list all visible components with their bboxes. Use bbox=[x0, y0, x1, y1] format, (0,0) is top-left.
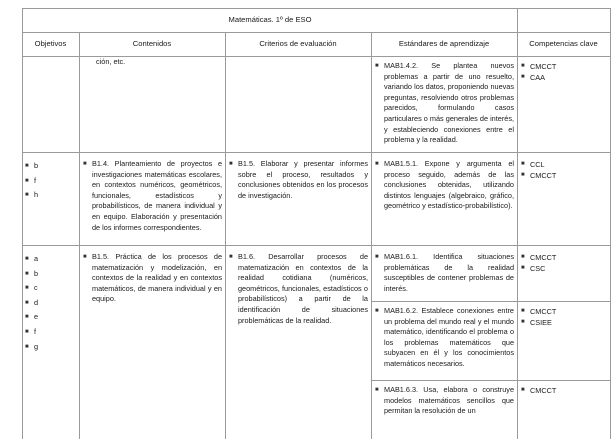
bullet-icon: ■ bbox=[521, 161, 525, 167]
bullet-icon: ■ bbox=[375, 161, 379, 167]
bullet-icon: ■ bbox=[375, 63, 379, 69]
bullet-icon: ■ bbox=[25, 343, 29, 350]
competencia-item bbox=[521, 170, 607, 181]
contenido-text: B1.4. Planteamiento de proyectos e investigaciones matemáticas escolares, en contextos numéricos, geométricos, funcionales, estadísticos y probabilísticos, de manera individual y en equipo. Elaboración y presentación de los informes correspondientes. bbox=[92, 159, 222, 232]
bullet-icon: ■ bbox=[25, 314, 29, 321]
bullet-icon: ■ bbox=[25, 177, 29, 184]
row-3-estandar-1 bbox=[375, 252, 514, 294]
objetivo-text: g bbox=[34, 341, 39, 351]
objetivo-text: a bbox=[34, 254, 39, 263]
objetivo-item bbox=[25, 325, 75, 340]
contenido-item bbox=[83, 159, 222, 233]
row-2-contenidos bbox=[83, 159, 222, 233]
contenido-item bbox=[83, 252, 222, 305]
row-3-estandar-2 bbox=[375, 306, 514, 370]
header-criterios: Criterios de evaluación bbox=[259, 39, 337, 48]
criterio-text: B1.6. Desarrollar procesos de matematización en contextos de la realidad cotidiana (numéricos, geométricos, funcionales, estadísticos o probabilísticos) a partir de la identificación de situaciones problemáticas de la realidad. bbox=[238, 252, 368, 325]
row-1-competencias-1 bbox=[521, 61, 607, 83]
objetivo-item bbox=[25, 174, 75, 189]
table-title: Matemáticas. 1º de ESO bbox=[228, 15, 312, 24]
bullet-icon: ■ bbox=[521, 63, 525, 69]
row-1-estandar-1 bbox=[375, 61, 514, 146]
competencia-text: CMCCT bbox=[530, 386, 557, 395]
bullet-icon: ■ bbox=[521, 74, 525, 80]
objetivo-item bbox=[25, 340, 75, 355]
competencia-item bbox=[521, 306, 607, 317]
objetivo-text: d bbox=[34, 297, 39, 307]
bullet-icon: ■ bbox=[25, 192, 29, 199]
row-2-objetivos bbox=[25, 159, 75, 203]
row-3-competencias-2 bbox=[521, 306, 607, 328]
row-3-estandar-3 bbox=[375, 385, 514, 417]
competencia-text: CMCCT bbox=[530, 62, 557, 71]
competencia-item bbox=[521, 252, 607, 263]
row-3-competencias-1 bbox=[521, 252, 607, 274]
objetivo-text: f bbox=[34, 326, 37, 336]
competencia-item bbox=[521, 385, 607, 396]
criterio-text: B1.5. Elaborar y presentar informes sobre el proceso, resultados y conclusiones obtenidos en los procesos de investigación. bbox=[238, 159, 368, 200]
competencia-text: CSC bbox=[530, 264, 546, 273]
bullet-icon: ■ bbox=[375, 254, 379, 260]
estandar-item bbox=[375, 61, 514, 146]
bullet-icon: ■ bbox=[521, 319, 525, 325]
criterio-item bbox=[229, 159, 368, 201]
objetivo-text: c bbox=[34, 283, 38, 293]
contenidos-text: ción, etc. bbox=[96, 57, 126, 66]
competencia-item bbox=[521, 159, 607, 170]
row-2-competencias-1 bbox=[521, 159, 607, 181]
competencia-text: CCL bbox=[530, 160, 545, 169]
bullet-icon: ■ bbox=[25, 285, 29, 292]
competencia-text: CAA bbox=[530, 73, 546, 82]
row-2-criterios bbox=[229, 159, 368, 201]
estandar-item bbox=[375, 306, 514, 370]
row-3-criterios bbox=[229, 252, 368, 326]
objetivo-item bbox=[25, 310, 75, 325]
competencia-text: CMCCT bbox=[530, 253, 557, 262]
estandar-text: MAB1.6.3. Usa, elabora o construye modelos matemáticos sencillos que permitan la resolución de un bbox=[384, 385, 514, 416]
competencia-text: CMCCT bbox=[530, 307, 557, 316]
objetivo-item bbox=[25, 267, 75, 282]
bullet-icon: ■ bbox=[25, 163, 29, 169]
competencia-item bbox=[521, 72, 607, 83]
objetivo-item bbox=[25, 281, 75, 296]
bullet-icon: ■ bbox=[83, 161, 87, 167]
competencia-text: CMCCT bbox=[530, 171, 557, 180]
bullet-icon: ■ bbox=[229, 161, 233, 167]
bullet-icon: ■ bbox=[25, 270, 29, 277]
bullet-icon: ■ bbox=[375, 308, 379, 314]
objetivo-text: h bbox=[34, 190, 39, 200]
contenido-text: B1.5. Práctica de los procesos de matematización y modelización, en contextos de la realidad y en contextos matemáticos, de manera individual y en equipo. bbox=[92, 252, 222, 304]
row-3-objetivos bbox=[25, 252, 75, 354]
header-contenidos: Contenidos bbox=[132, 39, 172, 48]
bullet-icon: ■ bbox=[83, 254, 87, 260]
competencia-text: CSIEE bbox=[530, 318, 552, 327]
criterio-item bbox=[229, 252, 368, 326]
objetivo-item bbox=[25, 159, 75, 174]
objetivo-item bbox=[25, 188, 75, 203]
header-estandares: Estándares de aprendizaje bbox=[398, 39, 490, 48]
objetivo-item bbox=[25, 252, 75, 267]
row-1-contenidos bbox=[96, 57, 220, 68]
competencia-item bbox=[521, 61, 607, 72]
bullet-icon: ■ bbox=[521, 308, 525, 314]
row-2-estandar-1 bbox=[375, 159, 514, 212]
objetivo-text: e bbox=[34, 312, 39, 322]
row-3-competencias-3 bbox=[521, 385, 607, 396]
bullet-icon: ■ bbox=[521, 172, 525, 178]
bullet-icon: ■ bbox=[25, 299, 29, 306]
objetivo-text: b bbox=[34, 268, 39, 278]
bullet-icon: ■ bbox=[229, 254, 233, 260]
estandar-item bbox=[375, 385, 514, 417]
bullet-icon: ■ bbox=[521, 265, 525, 271]
objetivo-item bbox=[25, 296, 75, 311]
bullet-icon: ■ bbox=[375, 387, 379, 393]
bullet-icon: ■ bbox=[25, 328, 29, 335]
estandar-text: MAB1.6.2. Establece conexiones entre un problema del mundo real y el mundo matemático, identificando el problema o los problemas matemáticos que subyacen en él y los conocimientos matemáticos necesarios. bbox=[384, 306, 514, 368]
estandar-text: MAB1.6.1. Identifica situaciones problemáticas de la realidad susceptibles de contener problemas de interés. bbox=[384, 252, 514, 293]
estandar-text: MAB1.5.1. Expone y argumenta el proceso seguido, además de las conclusiones obtenidas, utilizando distintos lenguajes (algebraico, gráfico, geométrico y estadístico-probabilístico). bbox=[384, 159, 514, 211]
header-objetivos: Objetivos bbox=[34, 39, 67, 48]
row-3-contenidos bbox=[83, 252, 222, 305]
bullet-icon: ■ bbox=[521, 254, 525, 260]
bullet-icon: ■ bbox=[521, 387, 525, 393]
estandar-item bbox=[375, 159, 514, 212]
estandar-text: MAB1.4.2. Se plantea nuevos problemas a partir de uno resuelto, variando los datos, proponiendo nuevas preguntas, resolviendo otros problemas parecidos, formulando casos particulares o más generales de interés, y estableciendo conexiones entre el problema y la realidad. bbox=[384, 61, 514, 145]
objetivo-text: f bbox=[34, 175, 37, 185]
bullet-icon: ■ bbox=[25, 256, 29, 262]
competencia-item bbox=[521, 263, 607, 274]
objetivo-text: b bbox=[34, 161, 39, 170]
competencia-item bbox=[521, 317, 607, 328]
header-competencias: Competencias clave bbox=[529, 39, 598, 48]
estandar-item bbox=[375, 252, 514, 294]
